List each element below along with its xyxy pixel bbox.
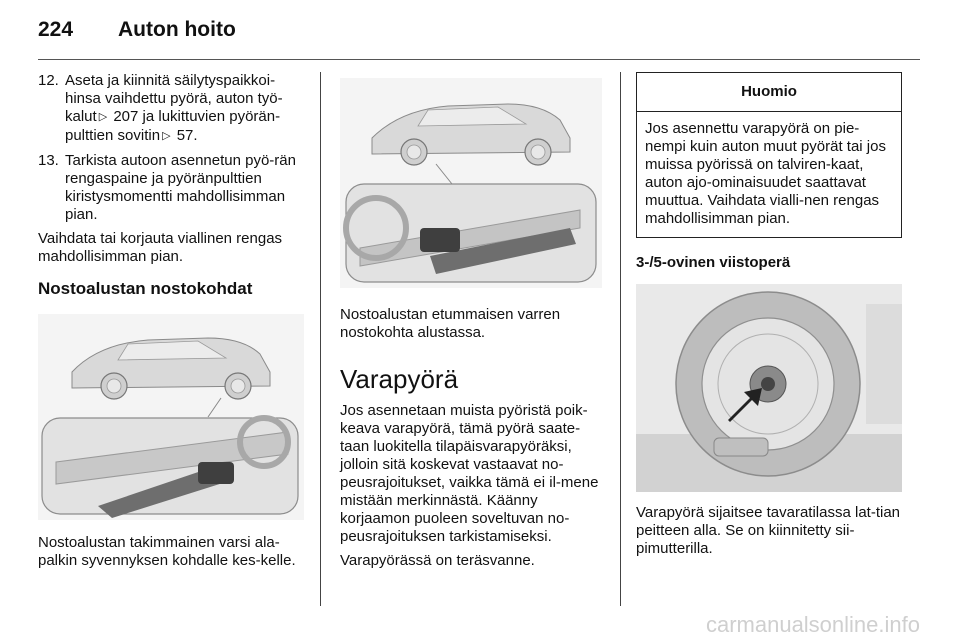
column-1 [38,72,304,576]
figure-caption: Varapyörä sijaitsee tavaratilassa lat-tian peitteen alla. Se on kiinnitetty sii-pimutterilla. [636,504,901,557]
reference-arrow-icon: ▷ [98,111,108,123]
figure-spare-wheel [636,284,902,492]
reference-arrow-icon: ▷ [162,130,171,142]
page-header [38,18,920,60]
figure-front-lift-point [340,78,602,288]
notice-box [636,72,902,238]
section-title: Varapyörä [340,364,459,394]
notice-body: Jos asennettu varapyörä on pie-nempi kuin auton muut pyörät tai jos muissa pyörissä on talviren-kaat, auton ajo-ominaisuudet saattavat muuttua. Vaihdata vialli-nen rengas mahdollisimman pian. [645,120,886,227]
paragraph: Jos asennetaan muista pyöristä poik-keava varapyörä, tämä pyörä saate-taan luokitella tilapäisvarapyöräksi, jolloin sitä koskevat vastaavat no-peusrajoitukset, vaikka tämä ei il-mene mistään merkinnästä. Käänny korjaamon puoleen soveltuvan no-peusrajoituksen tarkistamiseksi. [340,402,599,545]
page-number: 224 [38,18,74,41]
page-title: Auton hoito [118,18,236,41]
car-lift-illustration [38,314,304,520]
list-text: 57. [172,127,198,144]
list-item-12 [38,72,304,146]
watermark-text: carmanualsonline.info [705,612,920,637]
figure-rear-lift-point [38,314,304,520]
column-divider-2 [620,72,621,606]
header-rule [38,59,920,60]
list-item-13 [38,152,304,224]
paragraph: Varapyörässä on teräsvanne. [340,552,535,569]
column-3 [636,72,904,564]
car-lift-illustration [340,78,602,288]
spare-wheel-illustration [636,284,902,492]
list-text: 207 ja lukittuvien pyörän-pulttien sovitin [65,108,281,144]
list-text: Aseta ja kiinnitä säilytyspaikkoi-hinsa vaihdettu pyörä, auton työ-kalut [65,72,283,125]
column-divider-1 [320,72,321,606]
list-number: 12. [38,72,59,89]
section-subheading: Nostoalustan nostokohdat [38,279,253,298]
section-subheading: 3-/5-ovinen viistoperä [636,254,791,271]
column-2 [340,72,605,576]
figure-caption: Nostoalustan takimmainen varsi ala-palkin syvennyksen kohdalle kes-kelle. [38,534,296,569]
list-text: Tarkista autoon asennetun pyö-rän rengaspaine ja pyöränpulttien kiristysmomentti mahdollisimman pian. [65,152,296,223]
figure-caption: Nostoalustan etummaisen varren nostokohta alustassa. [340,306,561,341]
paragraph: Vaihdata tai korjauta viallinen rengas mahdollisimman pian. [38,230,283,265]
notice-title: Huomio [637,73,901,112]
list-number: 13. [38,152,59,169]
